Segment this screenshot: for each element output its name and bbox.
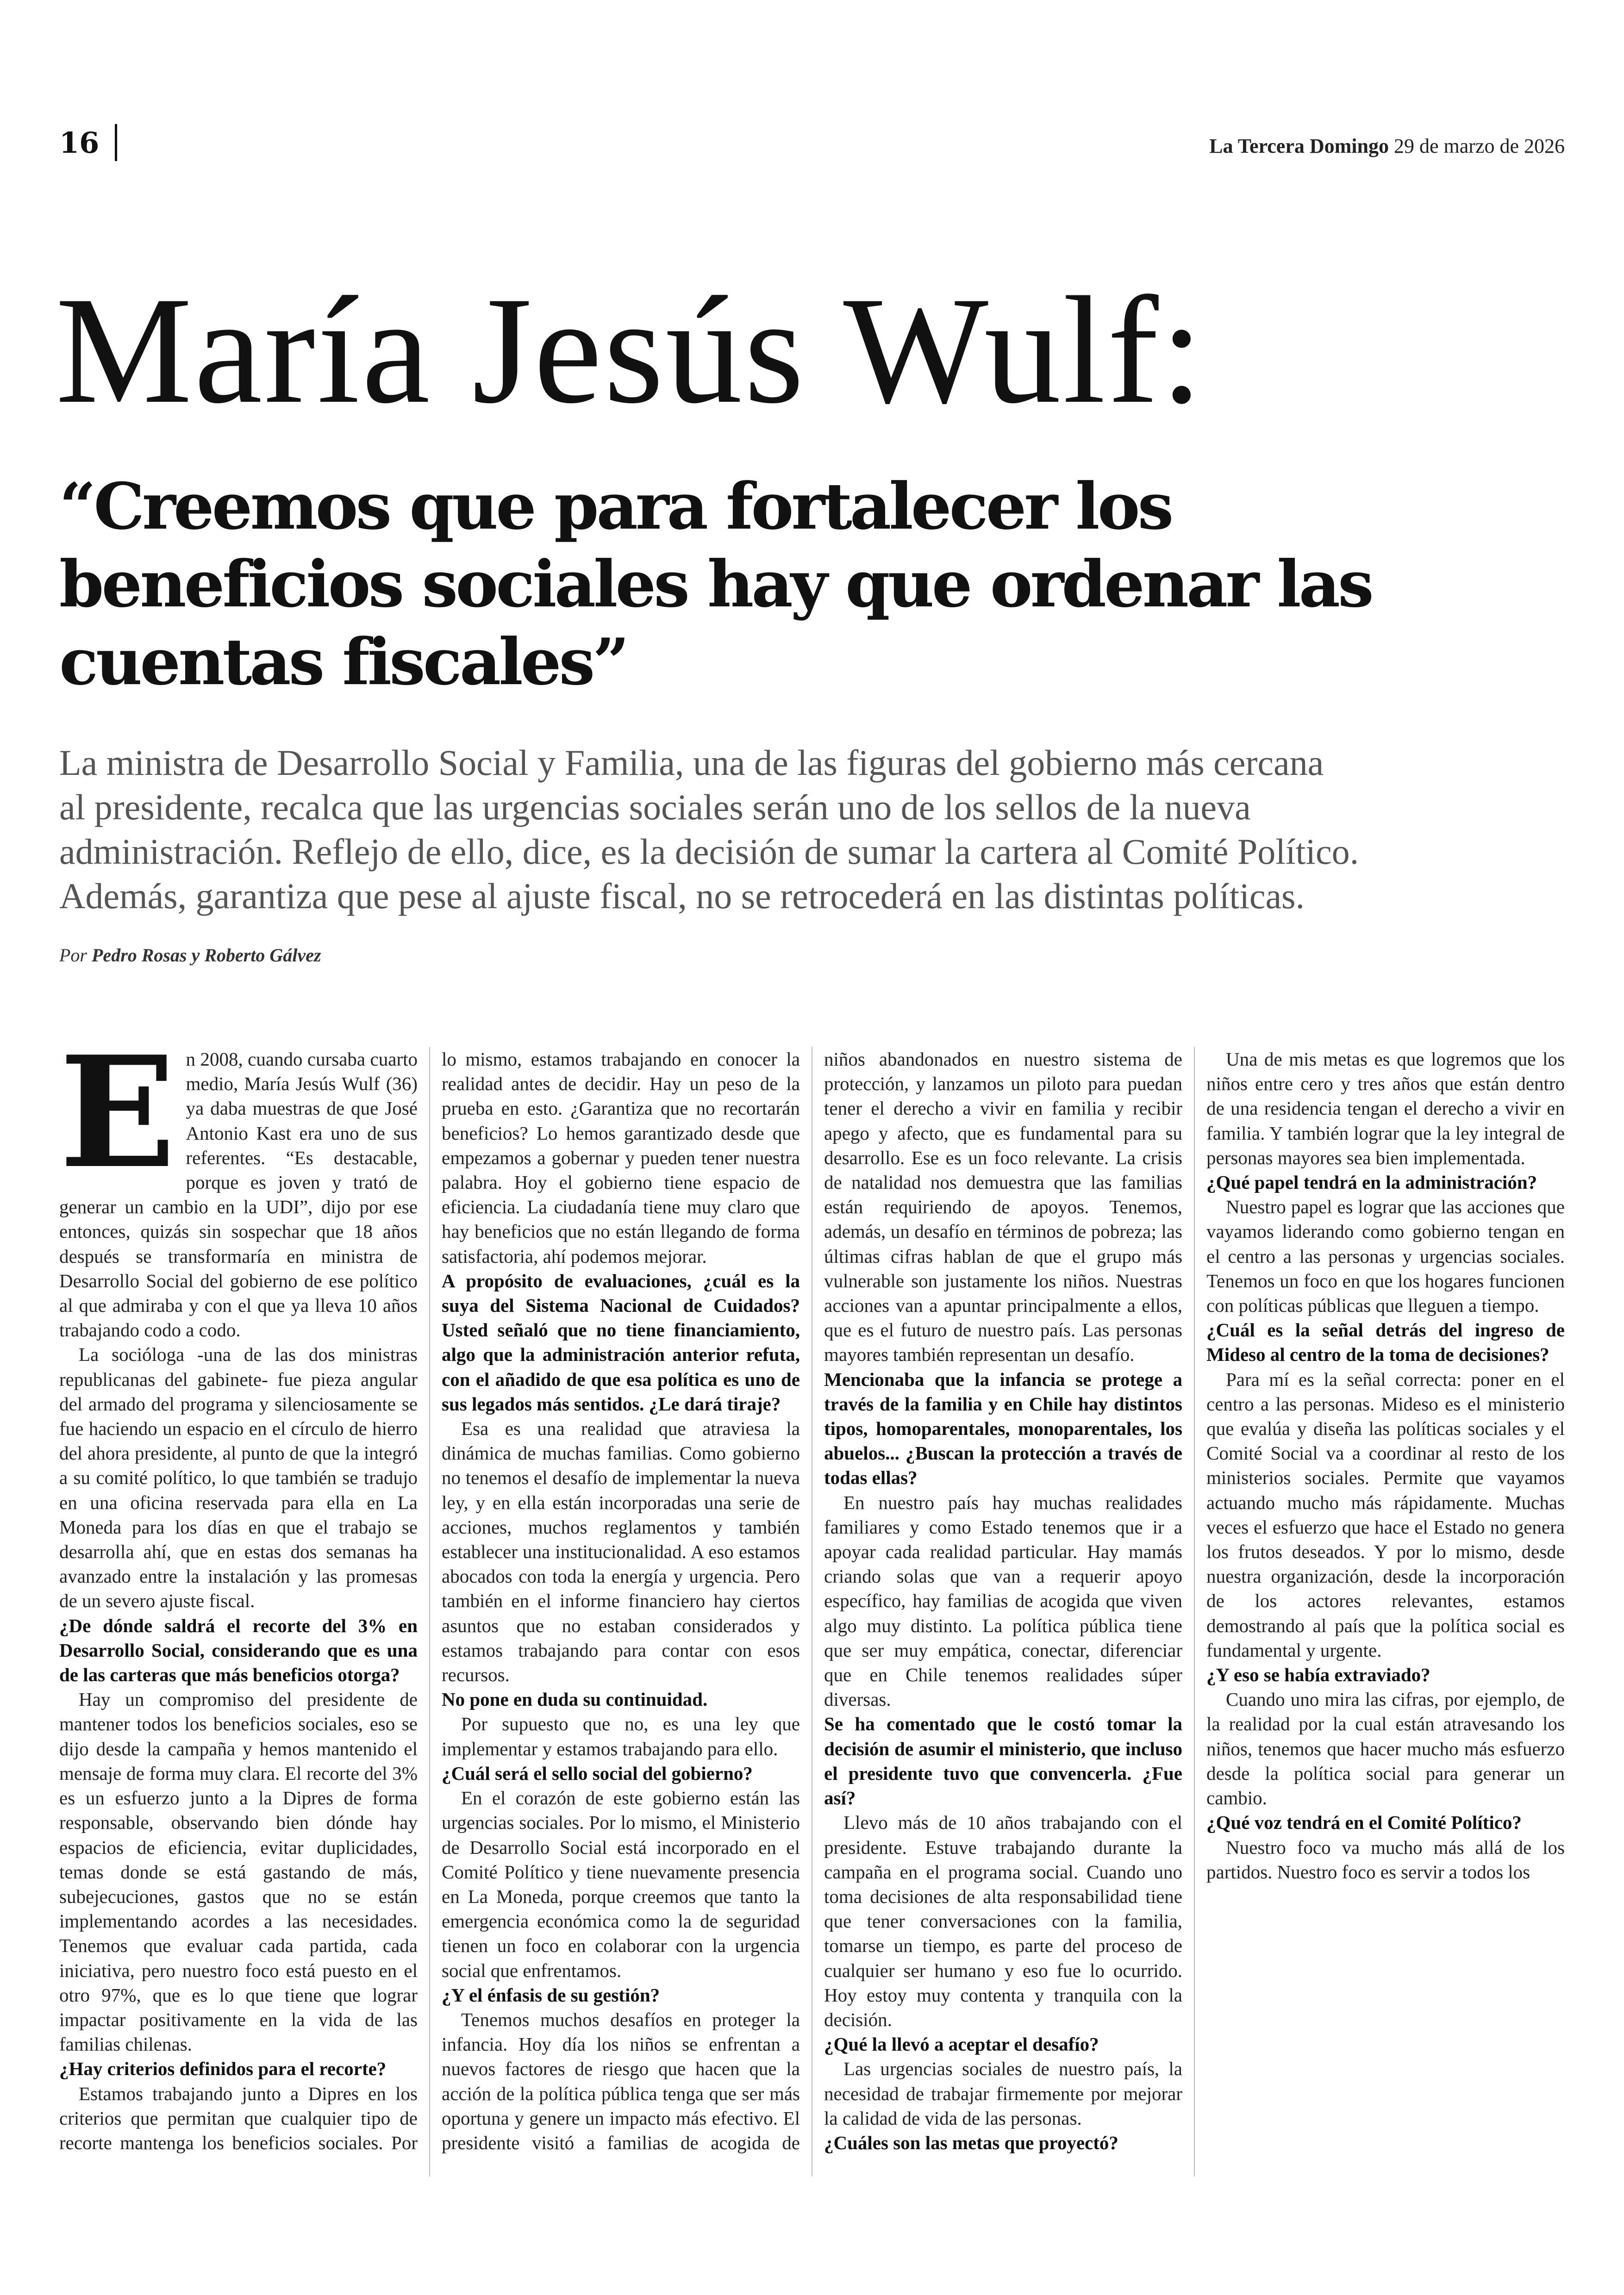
interview-question xyxy=(1206,1318,1565,1367)
lede-line: al presidente, recalca que las urgencias sociales serán uno de los sellos de la nueva xyxy=(59,787,1251,827)
interview-question xyxy=(824,1367,1182,1491)
paragraph-text: Tenemos muchos desafíos en proteger la infancia. Hoy día los niños se enfrentan a nuevos factores de riesgo que hacen que la acción de la política pública tenga que ser más oportuna y genere un impacto más efectivo. El presidente visitó a familias de acogida de niños abandonados en nuestro sistema de protección, y lanzamos un piloto para puedan tener el derecho a vivir en familia y recibir apego y afecto, que es fundamental para su desarrollo. Ese es un foco relevante. La crisis de natalidad nos demuestra que las familias están requiriendo de apoyos. Tenemos, además, un desafío en términos de pobreza; las últimas cifras hablan de que el grupo más vulnerable son justamente los niños. Nuestras acciones van a apuntar principalmente a ellos, que es el futuro de nuestro país. Las personas mayores también representan un desafío. xyxy=(442,1048,1182,2153)
interviewee-name: María Jesús Wulf: xyxy=(56,265,1205,435)
article-paragraph xyxy=(824,1810,1182,2032)
article-paragraph xyxy=(1206,1195,1565,1318)
paragraph-text: ¿Qué papel tendrá en la administración? xyxy=(1206,1172,1537,1193)
paragraph-text: Esa es una realidad que atraviesa la dinámica de muchas familias. Como gobierno no tenemos el desafío de implementar la nueva ley, y en ella están incorporadas una serie de acciones, muchos reglamentos y también establecer una institucionalidad. A eso estamos abocados con toda la energía y urgencia. Pero también en el informe financiero hay ciertos asuntos que no estaban considerados y estamos trabajando para contar con esos recursos. xyxy=(442,1418,800,1686)
interview-question xyxy=(824,1712,1182,1810)
paragraph-text: Nuestro papel es lograr que las acciones que vayamos liderando como gobierno tengan en el centro a las personas y urgencias sociales. Tenemos un foco en que los hogares funcionen con políticas públicas que lleguen a tiempo. xyxy=(1206,1196,1565,1316)
paragraph-text: Cuando uno mira las cifras, por ejemplo, de la realidad por la cual están atravesando los niños, tenemos que hacer mucho más esfuerzo desde la política social para generar un cambio. xyxy=(1206,1689,1565,1809)
article-paragraph xyxy=(824,2057,1182,2131)
byline xyxy=(59,944,321,966)
paragraph-text: Se ha comentado que le costó tomar la decisión de asumir el ministerio, que incluso el presidente tuvo que convencerla. ¿Fue así? xyxy=(824,1713,1182,1809)
interview-question xyxy=(1206,1170,1565,1195)
interview-question xyxy=(59,2057,418,2081)
paragraph-text: En nuestro país hay muchas realidades familiares y como Estado tenemos que ir a apoyar cada realidad particular. Hay mamás criando solas que van a requerir apoyo específico, hay familias de acogida que viven algo muy distinto. La política pública tiene que ser muy empática, conectar, diferenciar que en Chile tenemos realidades súper diversas. xyxy=(824,1491,1182,1710)
headline-quote: “Creemos que para fortalecer los beneficios sociales hay que ordenar las cuentas fiscales” xyxy=(59,468,1372,699)
interview-question xyxy=(1206,1810,1565,1835)
lede-line: La ministra de Desarrollo Social y Familia, una de las figuras del gobierno más cercana xyxy=(59,742,1324,783)
paragraph-text: A propósito de evaluaciones, ¿cuál es la suya del Sistema Nacional de Cuidados? Usted señaló que no tiene financiamiento, algo que la administración anterior refuta, con el añadido de que esa política es uno de sus legados más sentidos. ¿Le dará tiraje? xyxy=(442,1270,800,1415)
paragraph-text: ¿Hay criterios definidos para el recorte? xyxy=(59,2058,387,2080)
publication-date: 29 de marzo de 2026 xyxy=(1394,135,1565,157)
lede-line: Además, garantiza que pese al ajuste fiscal, no se retrocederá en las distintas políticas. xyxy=(59,876,1305,916)
publication-name: La Tercera Domingo xyxy=(1209,135,1389,157)
article-paragraph xyxy=(1206,1047,1565,1170)
paragraph-text: En el corazón de este gobierno están las urgencias sociales. Por lo mismo, el Ministerio de Desarrollo Social está incorporado en el Comité Político y tiene nuevamente presencia en La Moneda, porque creemos que tanto la emergencia económica como la de seguridad tienen un foco en colaborar con la urgencia social que enfrentamos. xyxy=(442,1787,800,1981)
article-paragraph xyxy=(59,1687,418,2057)
lede xyxy=(59,741,1559,918)
paragraph-text: ¿Qué voz tendrá en el Comité Político? xyxy=(1206,1812,1522,1834)
article-paragraph xyxy=(442,1712,800,1761)
paragraph-text: Una de mis metas es que logremos que los niños entre cero y tres años que están dentro de una residencia tengan el derecho a vivir en familia. Y también lograr que la ley integral de personas mayores sea bien implementada. xyxy=(1206,1048,1565,1168)
paragraph-text: n 2008, cuando cursaba cuarto medio, María Jesús Wulf (36) ya daba muestras de que José Antonio Kast era uno de sus referentes. “Es destacable, porque es joven y trató de generar un cambio en la UDI”, dijo por ese entonces, quizás sin sospechar que 18 años después se transformaría en ministra de Desarrollo Social del gobierno de ese político al que admiraba y con el que ya lleva 10 años trabajando codo a codo. xyxy=(59,1048,418,1341)
drop-cap: E xyxy=(59,1023,176,1202)
paragraph-text: Llevo más de 10 años trabajando con el presidente. Estuve trabajando durante la campaña en el programa social. Cuando uno toma decisiones de alta responsabilidad tiene que tener conversaciones con la familia, tomarse un tiempo, es parte del proceso de cualquier ser humano y eso fue lo ocurrido. Hoy estoy muy contenta y tranquila con la decisión. xyxy=(824,1812,1182,2030)
paragraph-text: ¿Cuál será el sello social del gobierno? xyxy=(442,1762,753,1784)
interview-question xyxy=(59,1614,418,1688)
article-paragraph xyxy=(59,1342,418,1613)
byline-authors: Pedro Rosas y Roberto Gálvez xyxy=(92,945,321,966)
paragraph-text: Hay un compromiso del presidente de mantener todos los beneficios sociales, eso se dijo desde la campaña y hemos mantenido el mensaje de forma muy clara. El recorte del 3% es un esfuerzo junto a la Dipres de forma responsable, observando bien dónde hay espacios de eficiencia, evitar duplicidades, temas donde se está gastando de más, subejecuciones, gastos que no se están implementando acordes a las necesidades. Tenemos que evaluar cada partida, cada iniciativa, pero nuestro foco está puesto en el otro 97%, que es lo que tiene que lograr impactar positivamente en la vida de las familias chilenas. xyxy=(59,1689,418,2055)
article-paragraph xyxy=(442,1786,800,1983)
folio xyxy=(59,124,117,161)
interview-question xyxy=(442,1269,800,1416)
byline-prefix: Por xyxy=(59,945,87,966)
paragraph-text: No pone en duda su continuidad. xyxy=(442,1689,708,1710)
article-paragraph xyxy=(824,1491,1182,1712)
article-paragraph xyxy=(1206,1835,1565,1884)
masthead xyxy=(1209,134,1565,158)
interview-question xyxy=(442,1761,800,1786)
paragraph-text: ¿De dónde saldrá el recorte del 3% en Desarrollo Social, considerando que es una de las carteras que más beneficios otorga? xyxy=(59,1615,418,1686)
paragraph-text: Por supuesto que no, es una ley que implementar y estamos trabajando para ello. xyxy=(442,1713,800,1759)
paragraph-text: ¿Y el énfasis de su gestión? xyxy=(442,1984,660,2006)
article-body xyxy=(59,1023,1565,2177)
paragraph-text: ¿Y eso se había extraviado? xyxy=(1206,1664,1430,1686)
lede-line: administración. Reflejo de ello, dice, es la decisión de sumar la cartera al Comité Político. xyxy=(59,831,1359,872)
folio-divider xyxy=(115,124,117,161)
interview-question xyxy=(824,2032,1182,2057)
interview-question xyxy=(442,1983,800,2008)
interview-question xyxy=(824,2131,1182,2155)
paragraph-text: ¿Cuáles son las metas que proyectó? xyxy=(824,2132,1118,2153)
article-paragraph xyxy=(442,1416,800,1687)
interview-question xyxy=(1206,1663,1565,1687)
paragraph-text: Las urgencias sociales de nuestro país, la necesidad de trabajar firmemente por mejorar la calidad de vida de las personas. xyxy=(824,2058,1182,2129)
paragraph-text: Para mí es la señal correcta: poner en el centro a las personas. Mideso es el ministerio que evalúa y diseña las políticas sociales y el Comité Social va a coordinar al resto de los ministerios sociales. Permite que vayamos actuando mucho más rápidamente. Muchas veces el esfuerzo que hace el Estado no genera los frutos deseados. Y por lo mismo, desde nuestra organización, desde la incorporación de los actores relevantes, estamos demostrando al país que la política social es fundamental y urgente. xyxy=(1206,1368,1565,1661)
article-paragraph xyxy=(59,1023,418,1342)
paragraph-text: ¿Qué la llevó a aceptar el desafío? xyxy=(824,2033,1099,2055)
article-paragraph xyxy=(1206,1687,1565,1810)
page-number: 16 xyxy=(59,125,100,160)
paragraph-text: Mencionaba que la infancia se protege a través de la familia y en Chile hay distintos tipos, homoparentales, monoparentales, los abuelos... ¿Buscan la protección a través de todas ellas? xyxy=(824,1368,1182,1489)
paragraph-text: ¿Cuál es la señal detrás del ingreso de Mideso al centro de la toma de decisiones? xyxy=(1206,1319,1565,1366)
paragraph-text: Nuestro foco va mucho más allá de los partidos. Nuestro foco es servir a todos los xyxy=(1206,1836,1565,1883)
paragraph-text: Estamos trabajando junto a Dipres en los criterios que permitan que cualquier tipo de recorte mantenga los beneficios sociales. Por lo mismo, estamos trabajando en conocer la realidad antes de decidir. Hay un peso de la prueba en esto. ¿Garantiza que no recortarán beneficios? Lo hemos garantizado desde que empezamos a gobernar y pueden tener nuestra palabra. Hoy el gobierno tiene espacio de eficiencia. La ciudadanía tiene muy claro que hay beneficios que no están llegando de forma satisfactoria, ahí podemos mejorar. xyxy=(59,1048,800,2153)
article-paragraph xyxy=(1206,1367,1565,1663)
interview-question xyxy=(442,1687,800,1712)
paragraph-text: La socióloga -una de las dos ministras republicanas del gabinete- fue pieza angular del armado del programa y silenciosamente se fue haciendo un espacio en el círculo de hierro del ahora presidente, al punto de que la integró a su comité político, lo que también se tradujo en una oficina reservada para ella en La Moneda para los días en que el trabajo se desarrolla ahí, que en estas dos semanas ha avanzado entre la instalación y las promesas de un severo ajuste fiscal. xyxy=(59,1344,418,1612)
